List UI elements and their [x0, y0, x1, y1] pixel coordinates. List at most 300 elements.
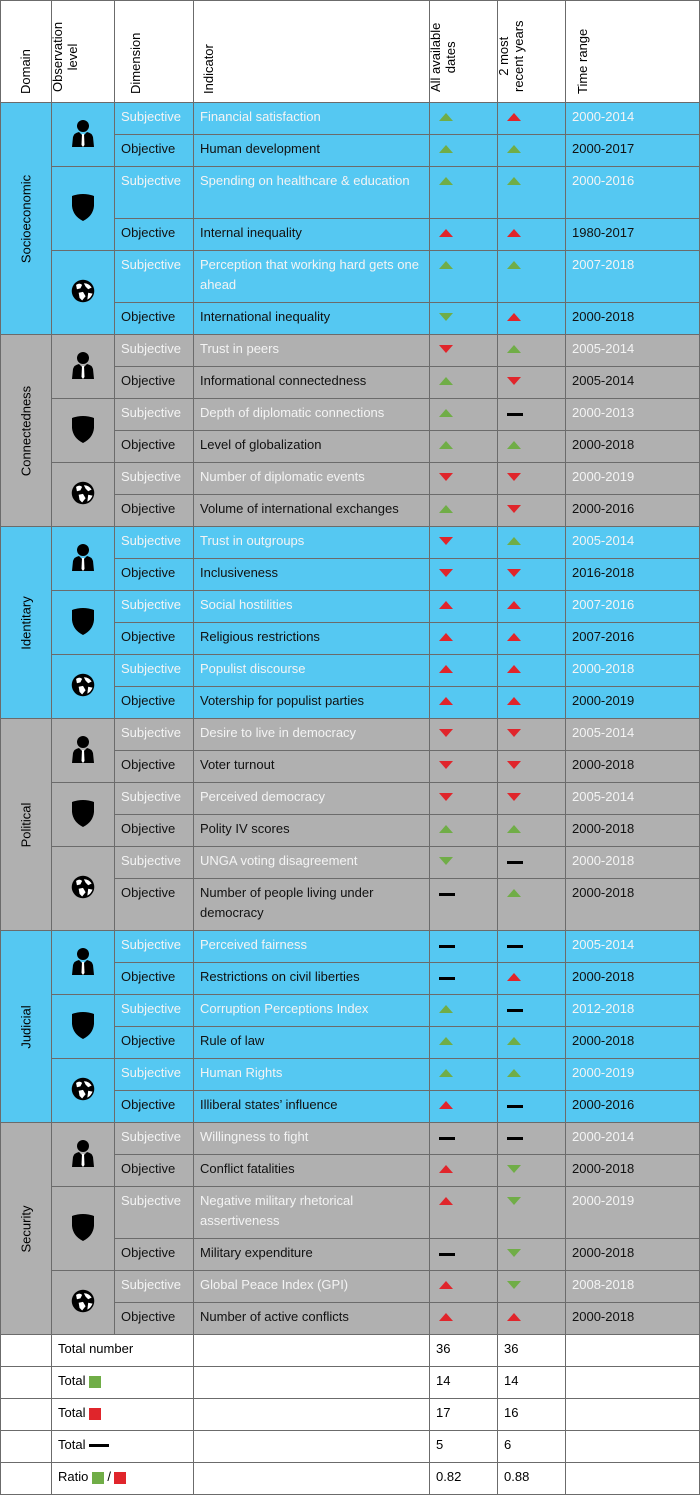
indicator-cell: [194, 335, 430, 367]
time-range-cell-text: 2000-2014: [572, 109, 635, 124]
trend-down-red-icon: [507, 473, 521, 481]
totals-value-cell: [498, 1463, 566, 1495]
dimension-cell: [115, 931, 194, 963]
time-range-cell-text: 2000-2018: [572, 853, 635, 868]
totals-value-cell: [498, 1431, 566, 1463]
trend-down-red-icon: [439, 537, 453, 545]
trend-all-dates-cell: [430, 1271, 498, 1303]
shield-icon: [70, 1230, 96, 1245]
dimension-cell-text: Subjective: [121, 789, 181, 804]
dimension-cell-text: Subjective: [121, 725, 181, 740]
trend-two-years-cell: [498, 1027, 566, 1059]
trend-up-icon: [439, 1005, 453, 1013]
time-range-cell: [566, 623, 700, 655]
indicator-cell: [194, 495, 430, 527]
green-square-icon: [92, 1472, 104, 1484]
observation-level-cell: [52, 655, 115, 719]
trend-up-icon: [439, 505, 453, 513]
trend-down-green-icon: [507, 1165, 521, 1173]
observation-level-cell: [52, 1059, 115, 1123]
trend-up-red-icon: [507, 1313, 521, 1321]
time-range-cell-text: 2000-2018: [572, 1033, 635, 1048]
trend-down-red-icon: [439, 473, 453, 481]
indicator-cell-text: Human Rights: [200, 1065, 283, 1080]
time-range-cell-text: 2000-2016: [572, 1097, 635, 1112]
observation-level-cell: [52, 783, 115, 847]
dimension-cell: [115, 559, 194, 591]
time-range-cell-text: 2000-2018: [572, 885, 635, 900]
indicator-cell: [194, 135, 430, 167]
totals-label: Total: [58, 1373, 86, 1388]
totals-value-cell: [430, 1399, 498, 1431]
trend-down-red-icon: [439, 761, 453, 769]
trend-down-green-icon: [439, 313, 453, 321]
time-range-cell-text: 2000-2018: [572, 969, 635, 984]
domain-label: Identitary: [18, 595, 34, 650]
empty-cell: [566, 1335, 700, 1367]
trend-all-dates-cell: [430, 623, 498, 655]
trend-all-dates-cell: [430, 591, 498, 623]
time-range-cell-text: 2005-2014: [572, 373, 635, 388]
trend-all-dates-cell: [430, 167, 498, 219]
trend-two-years-cell: [498, 1123, 566, 1155]
trend-two-years-cell: [498, 559, 566, 591]
indicator-cell: [194, 367, 430, 399]
indicator-cell: [194, 1123, 430, 1155]
dimension-cell-text: Subjective: [121, 937, 181, 952]
empty-cell: [566, 1367, 700, 1399]
dimension-cell: [115, 335, 194, 367]
dimension-cell: [115, 367, 194, 399]
table-row: [1, 1123, 700, 1155]
trend-two-years-cell: [498, 135, 566, 167]
time-range-cell: [566, 1187, 700, 1239]
trend-up-icon: [507, 345, 521, 353]
trend-down-red-icon: [439, 793, 453, 801]
dimension-cell-text: Objective: [121, 141, 176, 156]
indicator-cell: [194, 1271, 430, 1303]
dimension-cell: [115, 1271, 194, 1303]
observation-level-cell: [52, 931, 115, 995]
dimension-cell: [115, 1155, 194, 1187]
trend-all-dates-cell: [430, 399, 498, 431]
time-range-cell: [566, 1091, 700, 1123]
indicator-cell-text: International inequality: [200, 309, 331, 324]
dimension-cell: [115, 1303, 194, 1335]
header-domain: Domain: [1, 1, 52, 103]
indicator-cell-text: Illiberal states’ influence: [200, 1097, 338, 1112]
no-change-icon: [507, 413, 523, 416]
dimension-cell-text: Objective: [121, 501, 176, 516]
trend-up-red-icon: [439, 697, 453, 705]
dimension-cell: [115, 399, 194, 431]
time-range-cell-text: 2000-2019: [572, 693, 635, 708]
time-range-cell-text: 2000-2016: [572, 501, 635, 516]
time-range-cell: [566, 719, 700, 751]
indicator-cell-text: Financial satisfaction: [200, 109, 321, 124]
shield-icon: [70, 210, 96, 225]
person-icon: [70, 368, 96, 383]
trend-all-dates-cell: [430, 751, 498, 783]
indicator-cell: [194, 463, 430, 495]
trend-up-icon: [439, 825, 453, 833]
shield-icon: [70, 432, 96, 447]
indicator-cell: [194, 931, 430, 963]
time-range-cell: [566, 1303, 700, 1335]
time-range-cell: [566, 591, 700, 623]
trend-two-years-cell: [498, 1303, 566, 1335]
trend-all-dates-cell: [430, 847, 498, 879]
indicator-cell: [194, 1027, 430, 1059]
table-row: [1, 783, 700, 815]
indicator-cell: [194, 751, 430, 783]
trend-up-red-icon: [507, 665, 521, 673]
totals-value: 17: [436, 1405, 451, 1420]
trend-up-icon: [439, 377, 453, 385]
ratio-slash: /: [107, 1469, 111, 1484]
indicator-cell: [194, 219, 430, 251]
trend-down-red-icon: [439, 345, 453, 353]
globe-icon: [70, 890, 96, 905]
totals-label: Total: [58, 1437, 86, 1452]
trend-two-years-cell: [498, 431, 566, 463]
dimension-cell-text: Subjective: [121, 1277, 181, 1292]
totals-row: [1, 1367, 700, 1399]
trend-down-green-icon: [507, 1197, 521, 1205]
time-range-cell: [566, 751, 700, 783]
domain-cell: [1, 719, 52, 931]
trend-two-years-cell: [498, 719, 566, 751]
totals-label-cell: [52, 1431, 194, 1463]
trend-down-green-icon: [507, 1249, 521, 1257]
dimension-cell: [115, 815, 194, 847]
trend-two-years-cell: [498, 1239, 566, 1271]
trend-all-dates-cell: [430, 1239, 498, 1271]
trend-down-red-icon: [507, 505, 521, 513]
totals-value-cell: [430, 1463, 498, 1495]
no-change-icon: [439, 1253, 455, 1256]
empty-cell: [1, 1399, 52, 1431]
trend-up-icon: [439, 113, 453, 121]
no-change-icon: [439, 945, 455, 948]
empty-cell: [566, 1431, 700, 1463]
trend-all-dates-cell: [430, 251, 498, 303]
trend-up-red-icon: [439, 229, 453, 237]
totals-value: 6: [504, 1437, 512, 1452]
totals-value-cell: [430, 1431, 498, 1463]
trend-all-dates-cell: [430, 527, 498, 559]
trend-two-years-cell: [498, 687, 566, 719]
time-range-cell: [566, 847, 700, 879]
indicator-cell: [194, 1303, 430, 1335]
time-range-cell: [566, 431, 700, 463]
dimension-cell: [115, 527, 194, 559]
trend-two-years-cell: [498, 495, 566, 527]
trend-all-dates-cell: [430, 1059, 498, 1091]
dimension-cell-text: Objective: [121, 373, 176, 388]
time-range-cell-text: 2005-2014: [572, 937, 635, 952]
indicator-cell-text: Desire to live in democracy: [200, 725, 357, 740]
dimension-cell: [115, 963, 194, 995]
trend-all-dates-cell: [430, 1155, 498, 1187]
trend-two-years-cell: [498, 335, 566, 367]
header-indicator: Indicator: [194, 1, 430, 103]
totals-value-cell: [430, 1335, 498, 1367]
dimension-cell: [115, 879, 194, 931]
indicator-cell: [194, 963, 430, 995]
indicator-cell: [194, 399, 430, 431]
dimension-cell-text: Subjective: [121, 661, 181, 676]
indicator-cell: [194, 1187, 430, 1239]
trend-all-dates-cell: [430, 559, 498, 591]
trend-all-dates-cell: [430, 995, 498, 1027]
dimension-cell-text: Objective: [121, 629, 176, 644]
time-range-cell-text: 2000-2018: [572, 1309, 635, 1324]
dimension-cell-text: Objective: [121, 693, 176, 708]
person-icon: [70, 560, 96, 575]
dimension-cell-text: Objective: [121, 969, 176, 984]
header-two-years: 2 most recent years: [498, 1, 566, 103]
indicator-cell-text: Populist discourse: [200, 661, 306, 676]
dimension-cell-text: Objective: [121, 757, 176, 772]
indicator-cell-text: Perception that working hard gets one ahead: [200, 257, 419, 292]
dimension-cell: [115, 303, 194, 335]
indicator-cell-text: Trust in peers: [200, 341, 279, 356]
empty-cell: [566, 1463, 700, 1495]
time-range-cell-text: 2000-2018: [572, 661, 635, 676]
table-row: [1, 719, 700, 751]
totals-value-cell: [498, 1335, 566, 1367]
table-row: [1, 931, 700, 963]
trend-down-red-icon: [507, 793, 521, 801]
indicator-cell-text: Religious restrictions: [200, 629, 320, 644]
red-square-icon: [114, 1472, 126, 1484]
trend-down-green-icon: [507, 1281, 521, 1289]
no-change-icon: [507, 1105, 523, 1108]
totals-label-cell: [52, 1399, 194, 1431]
trend-down-red-icon: [439, 569, 453, 577]
trend-up-red-icon: [439, 601, 453, 609]
time-range-cell: [566, 1271, 700, 1303]
indicator-cell-text: Number of active conflicts: [200, 1309, 349, 1324]
trend-up-red-icon: [507, 113, 521, 121]
totals-label: Total: [58, 1405, 86, 1420]
indicator-cell: [194, 655, 430, 687]
person-icon: [70, 136, 96, 151]
trend-two-years-cell: [498, 963, 566, 995]
indicator-cell: [194, 879, 430, 931]
trend-all-dates-cell: [430, 879, 498, 931]
trend-two-years-cell: [498, 783, 566, 815]
dimension-cell: [115, 623, 194, 655]
observation-level-cell: [52, 995, 115, 1059]
trend-up-red-icon: [439, 665, 453, 673]
time-range-cell-text: 2000-2016: [572, 173, 635, 188]
totals-label-cell: [52, 1367, 194, 1399]
header-dimension: Dimension: [115, 1, 194, 103]
dimension-cell: [115, 751, 194, 783]
time-range-cell-text: 2000-2019: [572, 1065, 635, 1080]
table-row: [1, 527, 700, 559]
indicator-cell: [194, 687, 430, 719]
time-range-cell-text: 2000-2013: [572, 405, 635, 420]
indicator-cell: [194, 303, 430, 335]
totals-label-cell: [52, 1335, 194, 1367]
indicator-cell-text: Military expenditure: [200, 1245, 313, 1260]
indicator-cell: [194, 431, 430, 463]
indicator-cell: [194, 167, 430, 219]
indicator-cell: [194, 815, 430, 847]
domain-cell: [1, 1123, 52, 1335]
trend-all-dates-cell: [430, 1027, 498, 1059]
trend-two-years-cell: [498, 251, 566, 303]
trend-up-icon: [439, 441, 453, 449]
trend-all-dates-cell: [430, 655, 498, 687]
time-range-cell-text: 2007-2016: [572, 597, 635, 612]
trend-up-icon: [507, 177, 521, 185]
time-range-cell-text: 2008-2018: [572, 1277, 635, 1292]
time-range-cell: [566, 135, 700, 167]
indicator-cell-text: Trust in outgroups: [200, 533, 305, 548]
empty-cell: [194, 1335, 430, 1367]
trend-all-dates-cell: [430, 1123, 498, 1155]
trend-down-green-icon: [439, 857, 453, 865]
globe-icon: [70, 496, 96, 511]
observation-level-cell: [52, 167, 115, 251]
time-range-cell-text: 2000-2018: [572, 437, 635, 452]
dimension-cell: [115, 687, 194, 719]
table-row: [1, 995, 700, 1027]
indicator-cell-text: Rule of law: [200, 1033, 265, 1048]
dimension-cell-text: Objective: [121, 1309, 176, 1324]
green-square-icon: [89, 1376, 101, 1388]
trend-up-icon: [439, 145, 453, 153]
trend-up-icon: [439, 261, 453, 269]
dimension-cell: [115, 847, 194, 879]
header-time-range: Time range: [566, 1, 700, 103]
indicator-cell: [194, 1239, 430, 1271]
indicator-cell: [194, 527, 430, 559]
trend-all-dates-cell: [430, 963, 498, 995]
trend-up-icon: [507, 1037, 521, 1045]
trend-up-red-icon: [507, 229, 521, 237]
time-range-cell-text: 2000-2018: [572, 821, 635, 836]
trend-two-years-cell: [498, 751, 566, 783]
trend-two-years-cell: [498, 463, 566, 495]
dash-icon: [89, 1444, 109, 1447]
trend-two-years-cell: [498, 815, 566, 847]
time-range-cell-text: 2000-2018: [572, 309, 635, 324]
dimension-cell: [115, 1123, 194, 1155]
globe-icon: [70, 1092, 96, 1107]
trend-up-icon: [507, 825, 521, 833]
time-range-cell-text: 2005-2014: [572, 533, 635, 548]
indicator-cell: [194, 251, 430, 303]
table-row: [1, 463, 700, 495]
empty-cell: [1, 1335, 52, 1367]
time-range-cell: [566, 335, 700, 367]
dimension-cell-text: Subjective: [121, 1065, 181, 1080]
indicator-cell-text: Volume of international exchanges: [200, 501, 399, 516]
globe-icon: [70, 1304, 96, 1319]
table-row: [1, 103, 700, 135]
empty-cell: [194, 1399, 430, 1431]
totals-value: 36: [504, 1341, 519, 1356]
totals-value-cell: [498, 1399, 566, 1431]
trend-all-dates-cell: [430, 303, 498, 335]
time-range-cell: [566, 527, 700, 559]
totals-label: Total number: [58, 1341, 134, 1356]
trend-two-years-cell: [498, 1187, 566, 1239]
time-range-cell-text: 2012-2018: [572, 1001, 635, 1016]
time-range-cell: [566, 687, 700, 719]
empty-cell: [194, 1367, 430, 1399]
indicator-cell-text: Number of people living under democracy: [200, 885, 374, 920]
indicator-cell: [194, 103, 430, 135]
no-change-icon: [507, 1009, 523, 1012]
dimension-cell: [115, 783, 194, 815]
dimension-cell: [115, 103, 194, 135]
observation-level-cell: [52, 719, 115, 783]
trend-all-dates-cell: [430, 931, 498, 963]
trend-all-dates-cell: [430, 335, 498, 367]
trend-all-dates-cell: [430, 495, 498, 527]
indicator-cell-text: Perceived fairness: [200, 937, 307, 952]
trend-down-red-icon: [507, 729, 521, 737]
time-range-cell: [566, 655, 700, 687]
table-body: [1, 103, 700, 1495]
trend-up-red-icon: [439, 1101, 453, 1109]
trend-all-dates-cell: [430, 1091, 498, 1123]
indicator-cell-text: Voter turnout: [200, 757, 275, 772]
time-range-cell-text: 1980-2017: [572, 225, 635, 240]
totals-label: Ratio: [58, 1469, 89, 1484]
trend-up-icon: [439, 177, 453, 185]
time-range-cell: [566, 167, 700, 219]
totals-value: 0.82: [436, 1469, 462, 1484]
trend-two-years-cell: [498, 103, 566, 135]
trend-down-red-icon: [507, 761, 521, 769]
dimension-cell: [115, 1027, 194, 1059]
trend-up-icon: [507, 889, 521, 897]
no-change-icon: [507, 1137, 523, 1140]
time-range-cell-text: 2007-2016: [572, 629, 635, 644]
trend-all-dates-cell: [430, 815, 498, 847]
dimension-cell-text: Subjective: [121, 1129, 181, 1144]
trend-all-dates-cell: [430, 219, 498, 251]
time-range-cell-text: 2007-2018: [572, 257, 635, 272]
dimension-cell-text: Subjective: [121, 173, 181, 188]
trend-two-years-cell: [498, 931, 566, 963]
trend-up-icon: [507, 145, 521, 153]
table-row: [1, 167, 700, 219]
trend-up-icon: [439, 1069, 453, 1077]
time-range-cell: [566, 995, 700, 1027]
observation-level-cell: [52, 335, 115, 399]
domain-label: Socioeconomic: [18, 174, 34, 263]
dimension-cell-text: Subjective: [121, 109, 181, 124]
trend-all-dates-cell: [430, 1303, 498, 1335]
table-row: [1, 1187, 700, 1239]
time-range-cell: [566, 495, 700, 527]
trend-up-icon: [507, 441, 521, 449]
indicator-cell-text: Human development: [200, 141, 320, 156]
time-range-cell: [566, 1155, 700, 1187]
trend-all-dates-cell: [430, 687, 498, 719]
dimension-cell-text: Subjective: [121, 341, 181, 356]
indicator-cell-text: Global Peace Index (GPI): [200, 1277, 349, 1292]
time-range-cell-text: 2000-2018: [572, 1161, 635, 1176]
